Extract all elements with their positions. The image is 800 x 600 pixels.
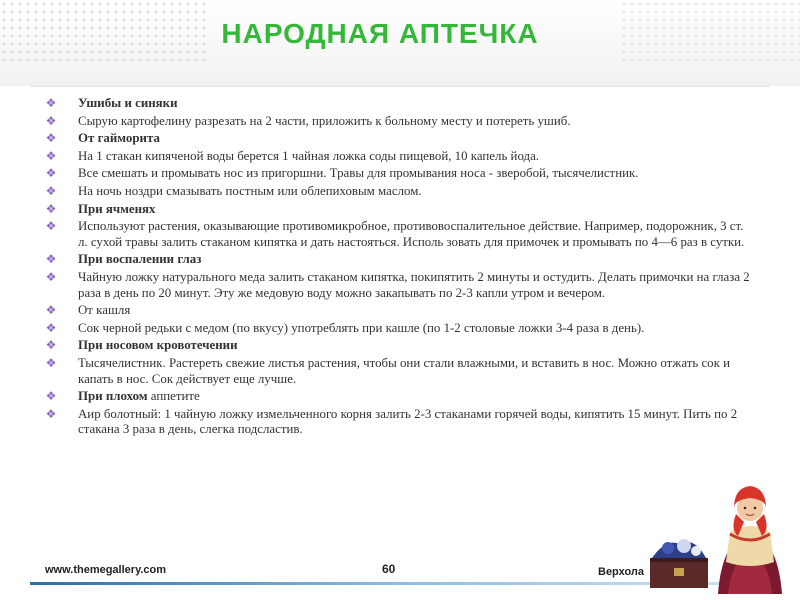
list-item [44, 338, 756, 354]
list-item [44, 202, 756, 218]
diamond-bullet-icon: ❖ [45, 338, 57, 353]
list-item [44, 184, 756, 200]
footer-url: www.themegallery.com [45, 564, 167, 576]
slide-title: НАРОДНАЯ АПТЕЧКА [221, 18, 539, 49]
list-item-text [78, 96, 178, 110]
list-item [44, 303, 756, 319]
list-item-heading: От гайморита [78, 131, 160, 146]
list-item-body: Все смешать и промывать нос из пригоршни. Травы для промывания носа - зверобой, тысячелистник. [78, 166, 639, 181]
list-item-body: Сырую картофелину разрезать на 2 части, приложить к больному месту и потереть ушиб. [78, 113, 571, 128]
list-item [44, 149, 756, 165]
list-item [44, 321, 756, 337]
diamond-bullet-icon: ❖ [45, 166, 57, 181]
diamond-bullet-icon: ❖ [45, 113, 57, 128]
diamond-bullet-icon: ❖ [45, 406, 57, 421]
list-item-body: Используют растения, оказывающие противомикробное, противовоспалительное действие. Например, подорожник, 3 ст. л. сухой травы залить стаканом кипятка и дать настояться. Исполь зовать для примочек и промывать по 4—6 раз в сутки. [78, 219, 745, 249]
diamond-bullet-icon: ❖ [45, 389, 57, 404]
list-item-text [78, 270, 750, 300]
footer-author: Верхола [598, 566, 645, 578]
list-item [44, 131, 756, 147]
list-item-text [78, 303, 130, 317]
list-item-text [78, 149, 539, 163]
list-item-body: На 1 стакан кипяченой воды берется 1 чайная ложка соды пищевой, 10 капель йода. [78, 148, 540, 163]
list-item-text [78, 252, 201, 266]
diamond-bullet-icon: ❖ [45, 303, 57, 318]
list-item [44, 407, 756, 438]
list-item-heading: При плохом [78, 389, 148, 404]
list-item-body: От кашля [78, 303, 131, 318]
list-item-body: На ночь ноздри смазывать постным или облепиховым маслом. [78, 183, 422, 198]
diamond-bullet-icon: ❖ [45, 269, 57, 284]
list-item-body: Чайную ложку натурального меда залить стаканом кипятка, покипятить 2 минуты и остудить. Делать примочки на глаза 2 раза в день по 20 минут. Эту же медовую воду можно закапывать по 2-3 капли утром и вечером. [78, 269, 750, 300]
diamond-bullet-icon: ❖ [45, 183, 57, 198]
list-item [44, 389, 756, 405]
content-list [44, 96, 756, 440]
list-item-text [78, 131, 160, 145]
list-item-heading: При носовом кровотечении [78, 338, 238, 353]
list-item [44, 219, 756, 250]
list-item [44, 96, 756, 112]
list-item [44, 252, 756, 268]
page-number: 60 [382, 562, 396, 576]
title-divider [30, 86, 770, 87]
list-item-heading: Ушибы и синяки [78, 96, 178, 110]
diamond-bullet-icon: ❖ [45, 355, 57, 370]
diamond-bullet-icon: ❖ [45, 96, 57, 110]
list-item [44, 356, 756, 387]
diamond-bullet-icon: ❖ [45, 131, 57, 146]
list-item-text [78, 389, 200, 403]
list-item-text [78, 338, 238, 352]
diamond-bullet-icon: ❖ [45, 252, 57, 267]
diamond-bullet-icon: ❖ [45, 201, 57, 216]
list-item-body: Сок черной редьки с медом (по вкусу) употреблять при кашле (по 1-2 столовые ложки 3-4 раза в день). [78, 320, 645, 335]
list-item-text [78, 356, 730, 386]
list-item-text [78, 184, 422, 198]
list-item-text [78, 321, 644, 335]
list-item [44, 114, 756, 130]
list-item [44, 270, 756, 301]
list-item-heading: При воспалении глаз [78, 252, 202, 267]
list-item-text [78, 114, 571, 128]
list-item-text [78, 166, 638, 180]
babushka-illustration-icon [700, 474, 800, 594]
list-item-text [78, 202, 155, 216]
list-item [44, 166, 756, 182]
diamond-bullet-icon: ❖ [45, 148, 57, 163]
list-item-text [78, 407, 737, 437]
list-item-body: Тысячелистник. Растереть свежие листья растения, чтобы они стали влажными, и вставить в нос. Можно отжать сок и капать в нос. Сок действует еще лучше. [78, 355, 730, 386]
list-item-body: Аир болотный: 1 чайную ложку измельченного корня залить 2-3 стаканами горячей воды, кипятить 15 минут. Пить по 2 стакана 3 раза в день, слегка подсластив. [78, 406, 738, 437]
diamond-bullet-icon: ❖ [45, 320, 57, 335]
list-item-text [78, 219, 744, 249]
diamond-bullet-icon: ❖ [45, 219, 57, 234]
list-item-body: аппетите [147, 389, 200, 404]
list-item-heading: При ячменях [78, 201, 156, 216]
